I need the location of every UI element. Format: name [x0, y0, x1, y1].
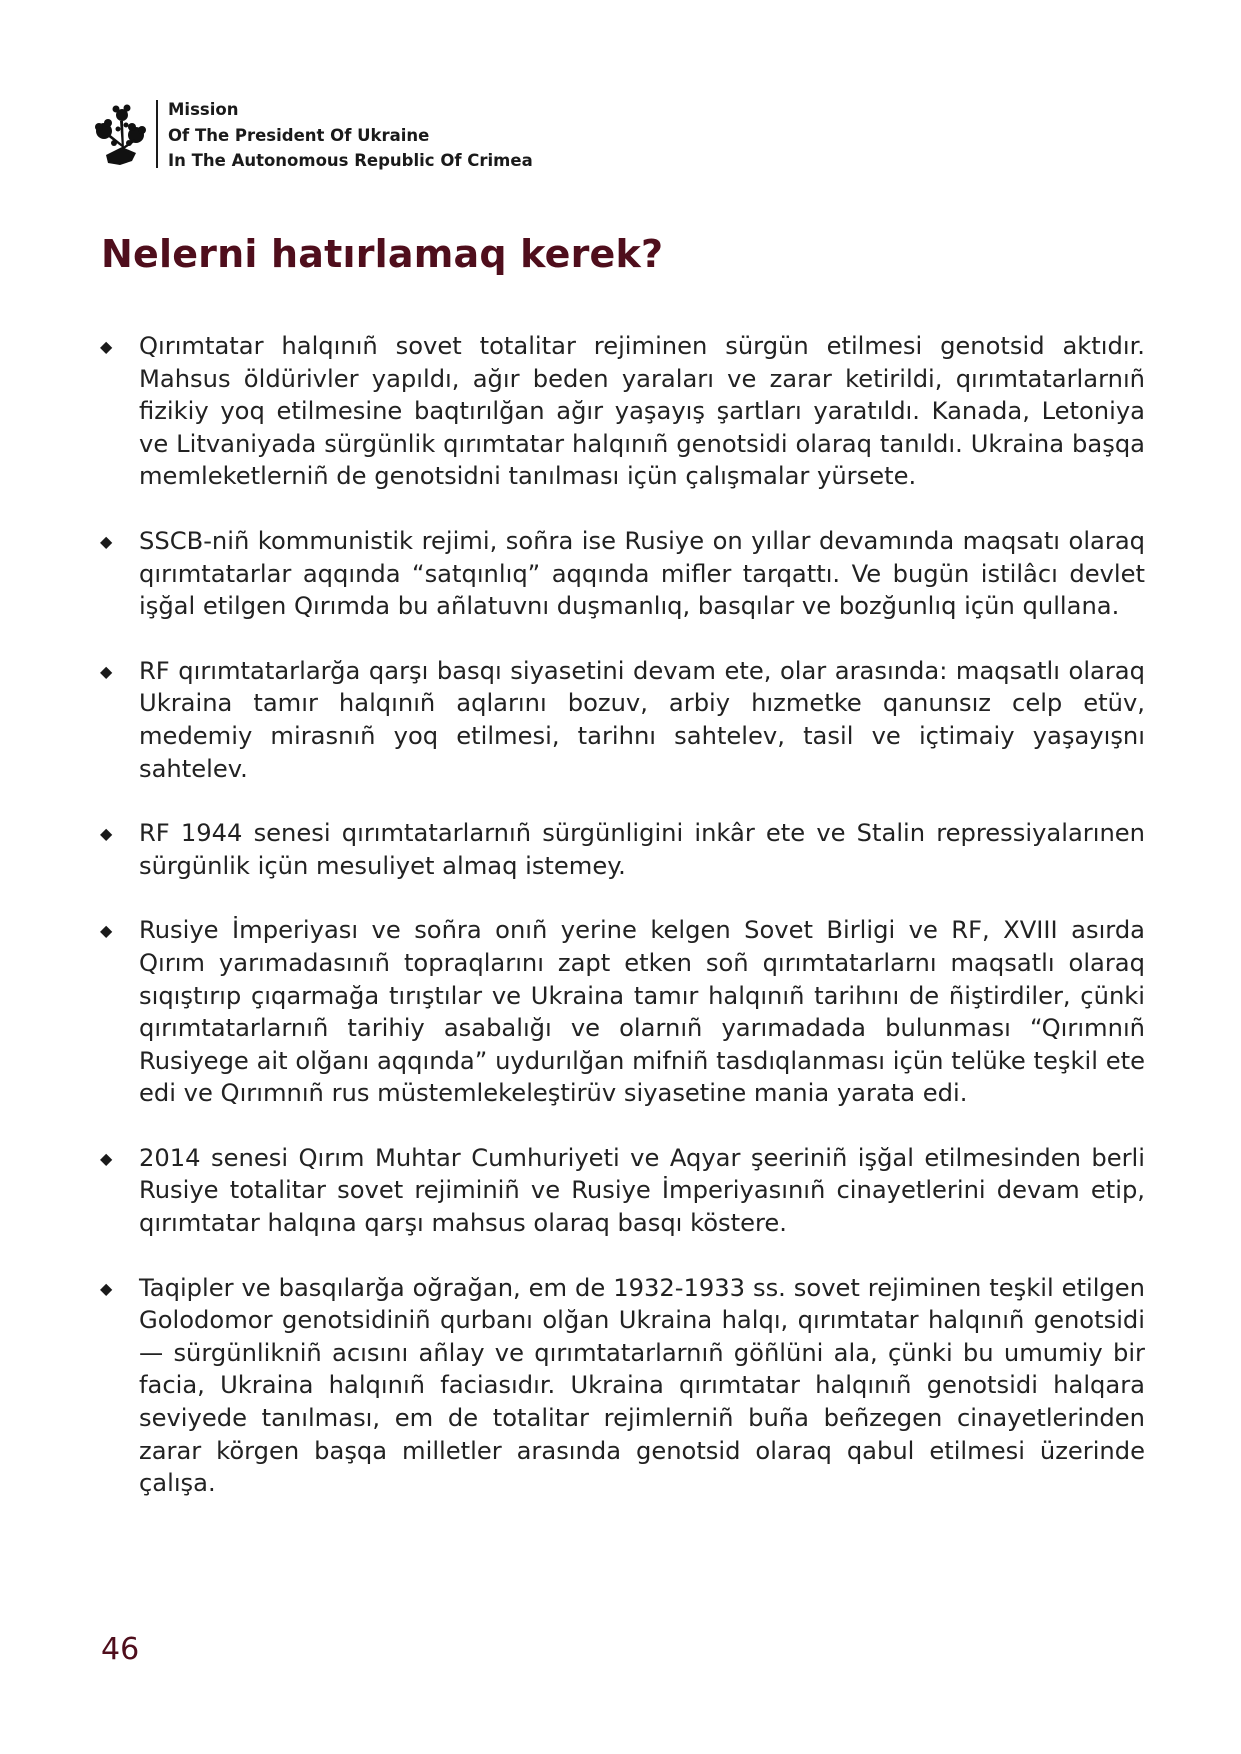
diamond-bullet-icon: ◆	[100, 661, 113, 681]
org-line-1: Mission	[168, 100, 239, 119]
diamond-bullet-icon: ◆	[100, 921, 113, 941]
crimean-flower-emblem-icon	[92, 99, 150, 169]
page-title: Nelerni hatırlamaq kerek?	[101, 232, 664, 276]
diamond-bullet-icon: ◆	[100, 531, 113, 551]
diamond-bullet-icon: ◆	[100, 1278, 113, 1298]
page-number: 46	[101, 1632, 140, 1667]
diamond-bullet-icon: ◆	[100, 824, 113, 844]
list-item-text: Taqipler ve basqılarğa oğrağan, em de 1932-1933 ss. sovet rejiminen teşkil etilgen Golodomor genotsidiniñ qurbanı olğan Ukraina halqı, qırımtatar halqınıñ genotsidi — sürgünlikniñ acısını añlay ve qırımtatarlarnıñ göñlüni ala, çünki bu umumiy bir facia, Ukraina halqınıñ faciasıdır. Ukraina qırımtatar halqınıñ genotsidi halqara seviyede tanılması, em de totalitar rejimlerniñ buña beñzegen cinayetlerinden zarar körgen başqa milletler arasında genotsid olaraq qabul etilmesi üzerinde çalışa.	[139, 1273, 1145, 1498]
org-line-3: In The Autonomous Republic Of Crimea	[168, 151, 533, 170]
list-item-text: Qırımtatar halqınıñ sovet totalitar rejiminen sürgün etilmesi genotsid aktıdır. Mahsus öldürivler yapıldı, ağır beden yaraları ve zarar ketirildi, qırımtatarlarnıñ fizikiy yoq etilmesine baqtırılğan ağır yaşayış şartları yaratıldı. Kanada, Letoniya ve Litvaniyada sürgünlik qırımtatar halqınıñ genotsidi olaraq tanıldı. Ukraina başqa memleketlerniñ de genotsidni tanılması içün çalışmalar yürsete.	[139, 332, 1145, 491]
bullet-list	[100, 330, 1145, 1532]
diamond-bullet-icon: ◆	[100, 1148, 113, 1168]
header-divider	[156, 100, 158, 168]
list-item-text: Rusiye İmperiyası ve soñra onıñ yerine kelgen Sovet Birligi ve RF, XVIII asırda Qırım yarımadasınıñ topraqlarını zapt etken soñ qırımtatarlarnı maqsatlı olaraq sıqıştırıp çıqarmağa tırıştılar ve Ukraina tamır halqınıñ tarihını de ñiştirdiler, çünki qırımtatarlarnıñ tarihiy asabalığı ve olarnıñ yarımadada bulunması “Qırımnıñ Rusiyege ait olğanı aqqında” uydurılğan mifniñ tasdıqlanması içün telüke teşkil ete edi ve Qırımnıñ rus müstemlekeleştirüv siyasetine mania yarata edi.	[139, 916, 1145, 1108]
list-item	[100, 1272, 1145, 1500]
organization-name	[168, 97, 533, 174]
list-item	[100, 1142, 1145, 1240]
diamond-bullet-icon: ◆	[100, 337, 113, 356]
org-line-2: Of The President Of Ukraine	[168, 125, 430, 145]
list-item-text: RF qırımtatarlarğa qarşı basqı siyasetini devam ete, olar arasında: maqsatlı olaraq Ukraina tamır halqınıñ aqlarını bozuv, arbiy hızmetke qanunsız celp etüv, medemiy mirasnıñ yoq etilmesi, tarihnı sahtelev, tasil ve içtimaiy yaşayışnı sahtelev.	[139, 656, 1145, 783]
page-header	[92, 93, 533, 174]
list-item	[100, 817, 1145, 882]
list-item-text: SSCB-niñ kommunistik rejimi, soñra ise Rusiye on yıllar devamında maqsatı olaraq qırımtatarlar aqqında “satqınlıq” aqqında mifler tarqattı. Ve bugün istilâcı devlet işğal etilgen Qırımda bu añlatuvnı duşmanlıq, basqılar ve bozğunlıq içün qullana.	[139, 526, 1145, 621]
list-item-text: 2014 senesi Qırım Muhtar Cumhuriyeti ve Aqyar şeeriniñ işğal etilmesinden berli Rusiye totalitar sovet rejiminiñ ve Rusiye İmperiyasınıñ cinayetlerini devam etip, qırımtatar halqına qarşı mahsus olaraq basqı köstere.	[139, 1143, 1145, 1238]
list-item	[100, 655, 1145, 785]
list-item-text: RF 1944 senesi qırımtatarlarnıñ sürgünligini inkâr ete ve Stalin repressiyalarınen sürgünlik içün mesuliyet almaq istemey.	[139, 819, 1145, 880]
list-item	[100, 525, 1145, 623]
list-item	[100, 330, 1145, 493]
list-item	[100, 914, 1145, 1110]
